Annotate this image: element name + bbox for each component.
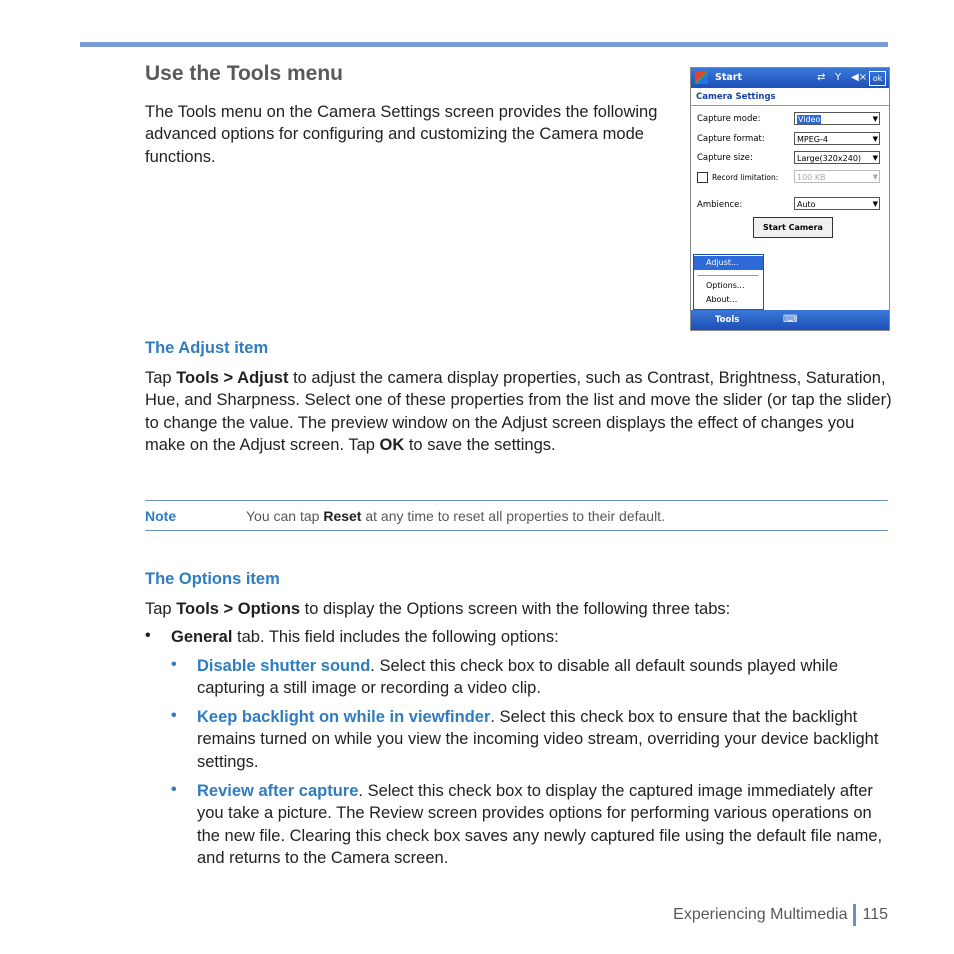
capture-mode-select: Video ▼ — [794, 112, 880, 125]
note-text: You can tap Reset at any time to reset all properties to their default. — [246, 508, 665, 524]
capture-size-label: Capture size: — [697, 153, 753, 163]
capture-format-select: MPEG-4 ▼ — [794, 132, 880, 145]
menu-separator — [698, 275, 758, 276]
intro-paragraph: The Tools menu on the Camera Settings screen provides the following advanced options for configuring and customizing the Camera mode functions. — [145, 103, 658, 166]
top-rule — [80, 42, 888, 47]
footer-section: Experiencing Multimedia — [673, 906, 848, 924]
record-limitation-checkbox — [697, 172, 708, 183]
option-disable-shutter-sound: Disable shutter sound. Select this check box to disable all default sounds played while capturing a still image or recording a video clip. — [197, 657, 839, 698]
adjust-heading: The Adjust item — [145, 339, 269, 357]
record-limitation-select: 100 KB ▼ — [794, 170, 880, 183]
page-number: 115 — [862, 906, 888, 924]
start-camera-button: Start Camera — [753, 217, 833, 238]
tools-menu — [693, 254, 764, 310]
adjust-paragraph: Tap Tools > Adjust to adjust the camera display properties, such as Contrast, Brightness, Saturation, Hue, and Sharpness. Select one of these properties from the list and move the slider (or tap the slider) to change the value. The preview window on the Adjust screen displays the effect of changes you make on the Adjust screen. Tap OK to save the settings. — [145, 369, 892, 454]
sub-bullet-mark: • — [171, 707, 177, 724]
tools-softkey: Tools — [715, 315, 740, 325]
device-menu-bar — [691, 310, 889, 330]
note-label: Note — [145, 508, 177, 524]
windows-flag-icon — [695, 71, 708, 84]
page-footer — [673, 904, 888, 926]
camera-settings-screenshot — [690, 67, 890, 331]
device-heading: Camera Settings — [696, 92, 776, 102]
start-label: Start — [715, 72, 743, 83]
note-box — [145, 500, 888, 531]
record-limitation-label: Record limitation: — [712, 173, 779, 182]
footer-separator — [853, 904, 856, 926]
options-paragraph: Tap Tools > Options to display the Options screen with the following three tabs: — [145, 600, 731, 618]
capture-format-label: Capture format: — [697, 134, 765, 144]
ambience-select: Auto ▼ — [794, 197, 880, 210]
device-title-bar — [691, 68, 889, 88]
ambience-label: Ambience: — [697, 200, 743, 210]
connectivity-icon: ⇄ — [817, 72, 826, 83]
general-bullet: General tab. This field includes the following options: — [171, 628, 559, 646]
menu-item-adjust: Adjust... — [694, 256, 763, 270]
keyboard-icon: ⌨ — [783, 314, 798, 325]
menu-item-options: Options... — [706, 281, 745, 290]
volume-icon: ◀× — [851, 72, 868, 83]
general-bullet-mark: • — [145, 627, 151, 644]
ok-button: ok — [869, 71, 886, 86]
capture-mode-label: Capture mode: — [697, 114, 761, 124]
menu-item-about: About... — [706, 295, 738, 304]
device-divider — [691, 105, 889, 106]
capture-size-select: Large(320x240) ▼ — [794, 151, 880, 164]
sub-bullet-mark: • — [171, 656, 177, 673]
signal-icon: Y — [835, 72, 842, 83]
page-title: Use the Tools menu — [145, 62, 343, 85]
sub-bullet-mark: • — [171, 781, 177, 798]
option-review-after-capture: Review after capture. Select this check box to display the captured image immediately after you take a picture. The Review screen provides options for performing various operations on the new file. Clearing this check box saves any newly captured file using the default file name, and returns to the Camera screen. — [197, 782, 883, 867]
options-heading: The Options item — [145, 570, 280, 588]
option-keep-backlight: Keep backlight on while in viewfinder. Select this check box to ensure that the backlight remains turned on while you view the incoming video stream, overriding your device backlight settings. — [197, 708, 879, 771]
